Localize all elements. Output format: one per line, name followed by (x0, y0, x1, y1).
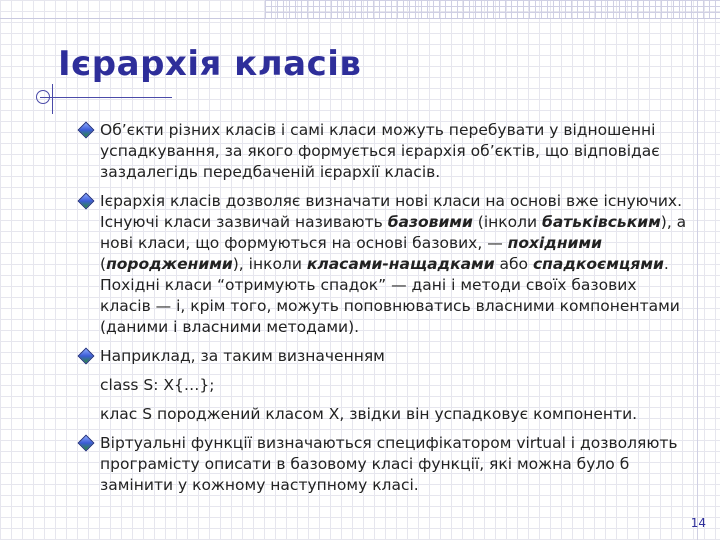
term-heirs: спадкоємцями (532, 255, 664, 273)
bullet-text: Віртуальні функції визначаються специфікатором virtual і дозволяють програмісту описати в базовому класі функції, які можна було б замінити у кожному наступному класі. (100, 434, 678, 494)
bullet-text-part: ), інколи (232, 255, 307, 273)
bullet-text-part: (інколи (472, 213, 543, 231)
title-decoration-vertical (52, 84, 53, 114)
right-guide-line (697, 0, 698, 540)
bullet-text-part: ( (100, 255, 107, 273)
bullet-text-part: . Похідні класи “отримують спадок” — дані і методи своїх базових класів — і, крім того, можуть поповнюватись власними компонентами (даними і власними методами). (100, 255, 680, 336)
diamond-bullet-icon (78, 193, 95, 210)
header-line (0, 18, 720, 19)
title-underline (40, 97, 172, 98)
term-generated: породженими (106, 255, 233, 273)
bullet-text-part: ), а нові класи, що формуються на основі базових, — (100, 213, 687, 252)
term-base: базовими (387, 213, 473, 231)
explanation-line: клас S породжений класом X, звідки він успадковує компоненти. (100, 405, 638, 423)
slide-title: Ієрархія класів (58, 44, 362, 84)
slide-content (78, 120, 690, 504)
diamond-bullet-icon (78, 348, 95, 365)
bullet-item (78, 346, 690, 367)
header-grid-decoration (265, 0, 720, 18)
page-number: 14 (690, 516, 706, 530)
bullet-item (78, 120, 690, 183)
diamond-bullet-icon (78, 435, 95, 452)
bullet-item (78, 191, 690, 338)
bullet-text: Наприклад, за таким визначенням (100, 347, 385, 365)
diamond-bullet-icon (78, 122, 95, 139)
bullet-text-part: або (494, 255, 533, 273)
title-crosshair-decoration (36, 90, 50, 104)
bullet-text: Об’єкти різних класів і самі класи можуть перебувати у відношенні успадкування, за якого формується ієрархія об’єктів, що відповідає заздалегідь передбаченій ієрархії класів. (100, 121, 660, 181)
term-parent: батьківським (542, 213, 661, 231)
code-line: class S: X{…}; (100, 376, 215, 394)
term-descendant-classes: класами-нащадками (306, 255, 495, 273)
bullet-item (78, 433, 690, 496)
bullet-text-part: Ієрархія класів дозволяє визначати нові класи на основі вже існуючих. Існуючі класи зазвичай називають (100, 192, 683, 231)
term-derived: похідними (507, 234, 602, 252)
